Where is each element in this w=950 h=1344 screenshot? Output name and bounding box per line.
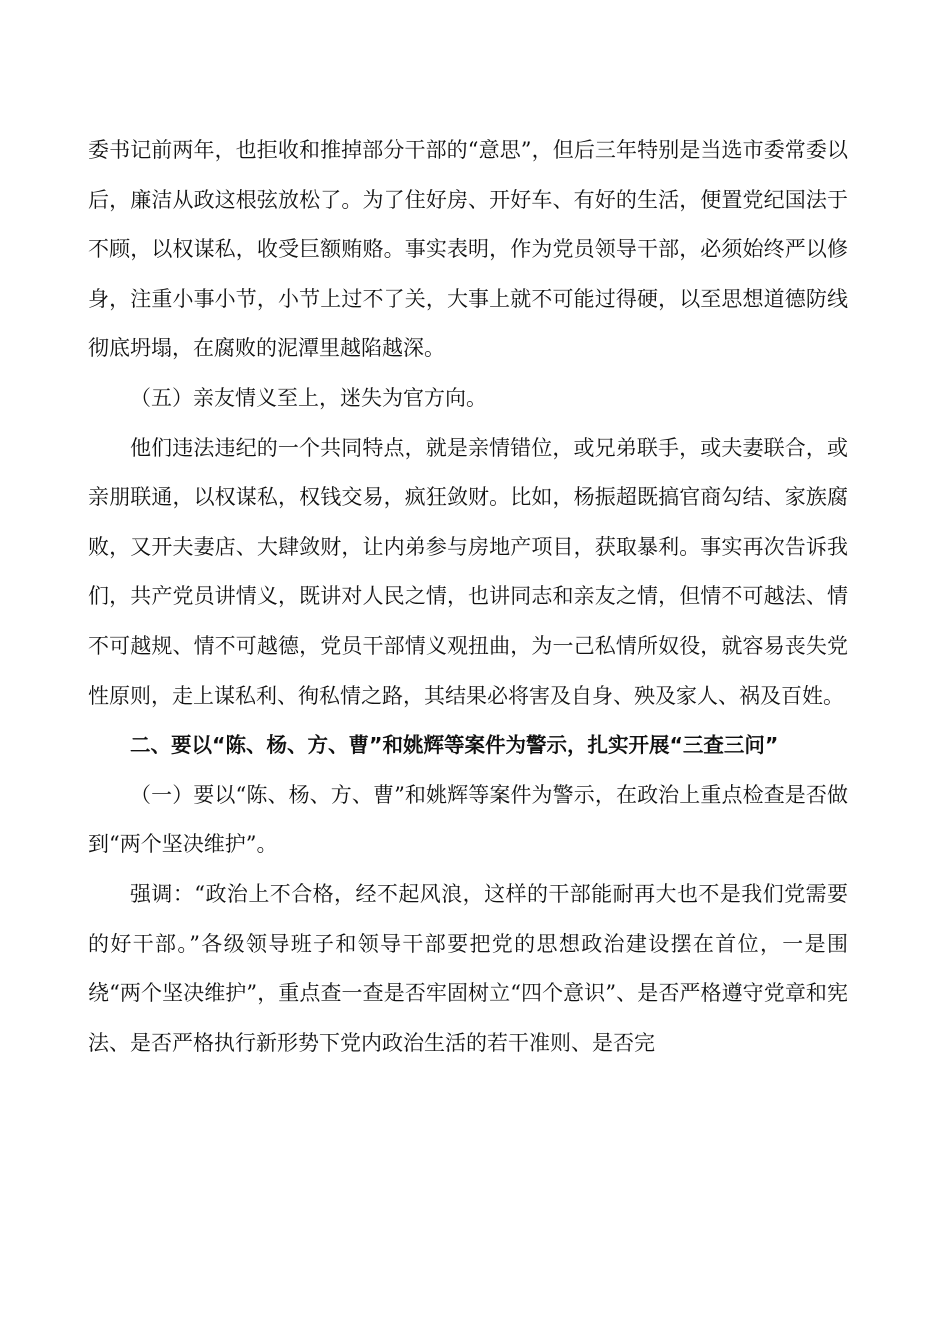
paragraph-family-corruption: 他们违法违纪的一个共同特点，就是亲情错位，或兄弟联手，或夫妻联合，或亲朋联通，以权谋私，权钱交易，疯狂敛财。比如，杨振超既搞官商勾结、家族腐败，又开夫妻店、大肆敛财，让内弟参与房地产项目，获取暴利。事实再次告诉我们，共产党员讲情义，既讲对人民之情，也讲同志和亲友之情，但情不可越法、情不可越规、情不可越德，党员干部情义观扭曲，为一己私情所奴役，就容易丧失党性原则，走上谋私利、徇私情之路，其结果必将害及自身、殃及家人、祸及百姓。 bbox=[88, 435, 848, 708]
section-heading-two: 二、要以“陈、杨、方、曹”和姚辉等案件为警示，扎实开展“三查三问” bbox=[130, 733, 779, 758]
subsection-heading-one: （一）要以“陈、杨、方、曹”和姚辉等案件为警示，在政治上重点检查是否做到“两个坚决维护”。 bbox=[88, 782, 848, 857]
subsection-heading-five: （五）亲友情义至上，迷失为官方向。 bbox=[130, 385, 487, 410]
paragraph-emphasis: 强调：“政治上不合格，经不起风浪，这样的干部能耐再大也不是我们党需要的好干部。”各级领导班子和领导干部要把党的思想政治建设摆在首位，一是围绕“两个坚决维护”，重点查一查是否牢固树立“四个意识”、是否严格遵守党章和宪法、是否严格执行新形势下党内政治生活的若干准则、是否完 bbox=[88, 881, 848, 1055]
paragraph-continuation: 委书记前两年，也拒收和推掉部分干部的“意思”，但后三年特别是当选市委常委以后，廉洁从政这根弦放松了。为了住好房、开好车、有好的生活，便置党纪国法于不顾，以权谋私，收受巨额贿赂。事实表明，作为党员领导干部，必须始终严以修身，注重小事小节，小节上过不了关，大事上就不可能过得硬，以至思想道德防线彻底坍塌，在腐败的泥潭里越陷越深。 bbox=[88, 138, 848, 361]
document-body bbox=[88, 126, 848, 1068]
